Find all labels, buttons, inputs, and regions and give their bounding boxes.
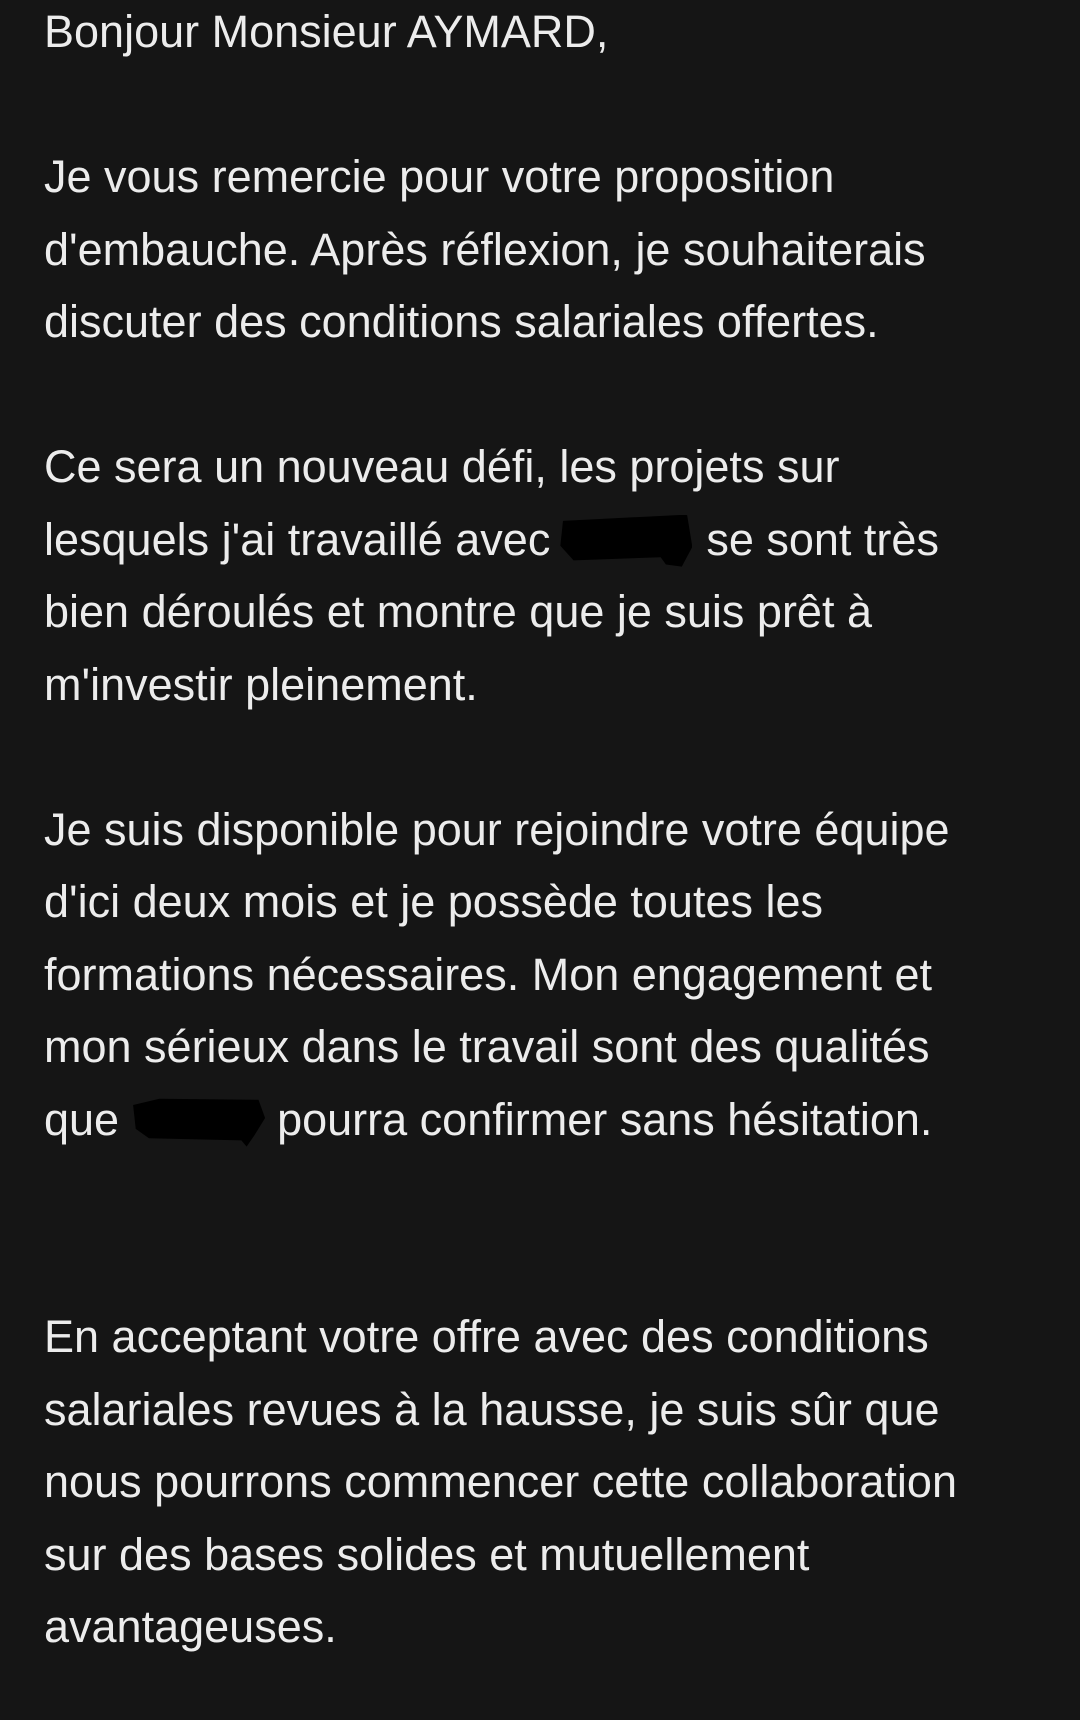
paragraph-spacer: [44, 359, 1054, 432]
paragraph-line: sur des bases solides et mutuellement: [44, 1528, 810, 1580]
paragraph-line: Je vous remercie pour votre proposition: [44, 151, 835, 202]
text-segment: se sont très: [706, 513, 939, 565]
paragraph-challenge: [44, 431, 1054, 721]
paragraph-spacer: [44, 721, 1054, 794]
paragraph-line: salariales revues à la hausse, je suis sûr que: [44, 1383, 940, 1435]
paragraph-line: avantageuses.: [44, 1601, 337, 1652]
paragraph-line: d'embauche. Après réflexion, je souhaiterais: [44, 223, 926, 275]
paragraph-spacer: [44, 1156, 1054, 1301]
text-segment: lesquels j'ai travaillé avec: [44, 513, 551, 565]
redaction-mark: [560, 515, 692, 567]
paragraph-line: Ce sera un nouveau défi, les projets sur: [44, 441, 840, 492]
paragraph-line: [44, 1084, 1054, 1157]
greeting: Bonjour Monsieur AYMARD,: [44, 6, 609, 57]
paragraph-line: discuter des conditions salariales offertes.: [44, 296, 879, 347]
paragraph-line: m'investir pleinement.: [44, 658, 478, 710]
paragraph-conclusion: [44, 1301, 1054, 1664]
paragraph-line: [44, 504, 1054, 577]
text-segment: pourra confirmer sans hésitation.: [277, 1093, 933, 1145]
paragraph-line: mon sérieux dans le travail sont des qualités: [44, 1021, 930, 1072]
paragraph-line: bien déroulés et montre que je suis prêt à: [44, 586, 872, 637]
paragraph-availability: [44, 794, 1054, 1157]
message-body: [44, 0, 1054, 1664]
paragraph-line: Je suis disponible pour rejoindre votre équipe: [44, 803, 950, 855]
paragraph-line: En acceptant votre offre avec des conditions: [44, 1311, 929, 1362]
paragraph-line: nous pourrons commencer cette collaboration: [44, 1456, 957, 1507]
paragraph-line: formations nécessaires. Mon engagement et: [44, 948, 932, 1000]
paragraph-line: d'ici deux mois et je possède toutes les: [44, 876, 824, 927]
paragraph-thanks: [44, 141, 1054, 359]
paragraph-spacer: [44, 69, 1054, 142]
redaction-mark: [133, 1095, 265, 1147]
text-segment: que: [44, 1093, 120, 1145]
